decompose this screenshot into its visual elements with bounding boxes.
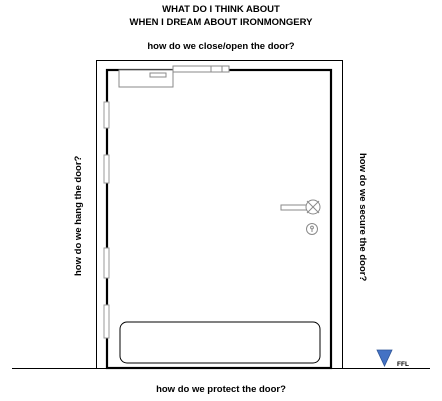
closer-shoe: [211, 66, 222, 72]
kick-plate: [120, 322, 320, 363]
ffl-level-triangle-icon: [377, 350, 392, 366]
ffl-label: FFL: [397, 361, 409, 368]
hinge-upper: [104, 155, 109, 183]
lever-handle-icon: [281, 200, 320, 214]
diagram-title-line-1: WHAT DO I THINK ABOUT: [162, 4, 280, 15]
hinge-bottom: [104, 305, 109, 338]
hinge-top: [104, 102, 109, 128]
keyhole-escutcheon-icon: [307, 224, 318, 235]
question-close-open: how do we close/open the door?: [147, 41, 295, 52]
question-hang: how do we hang the door?: [73, 155, 84, 276]
question-secure: how do we secure the door?: [357, 153, 368, 282]
hinge-lower: [104, 248, 109, 278]
closer-valve: [150, 73, 166, 77]
diagram-title-line-2: WHEN I DREAM ABOUT IRONMONGERY: [129, 17, 313, 28]
question-protect: how do we protect the door?: [156, 384, 286, 395]
keyhole-top: [311, 226, 314, 229]
